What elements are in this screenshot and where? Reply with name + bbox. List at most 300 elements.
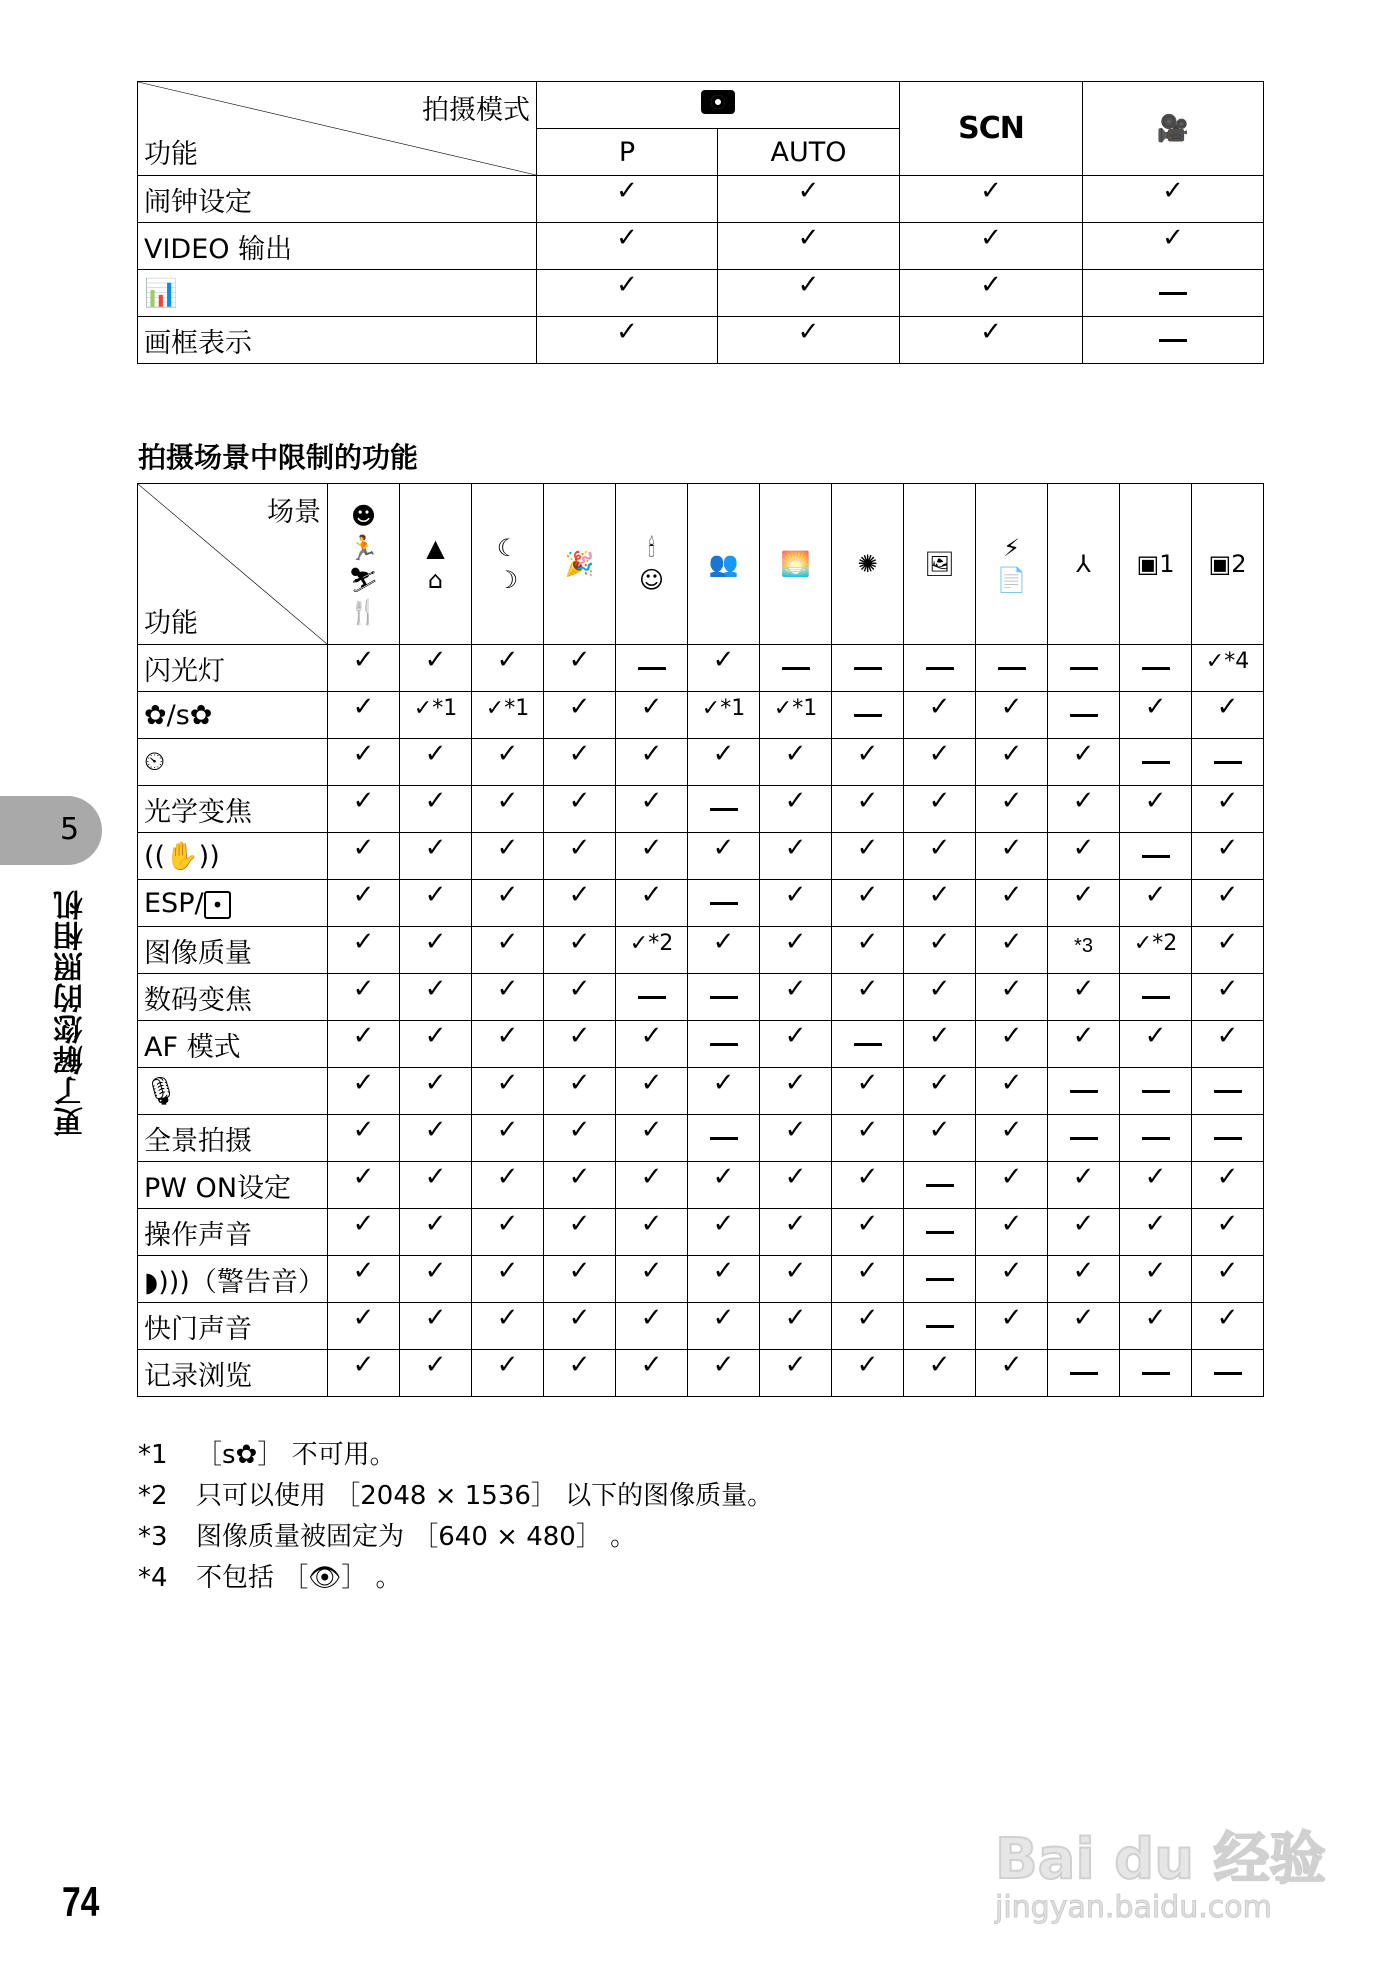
check-icon: ✓ (496, 739, 519, 769)
check-icon: ✓ (1216, 1021, 1239, 1051)
check-icon: ✓ (928, 833, 951, 863)
table-cell (904, 1021, 976, 1068)
row-label (138, 927, 328, 974)
row-label-text: 记录浏览 (144, 1360, 252, 1392)
check-icon: ✓ (352, 1068, 375, 1098)
check-icon: ✓ (568, 1162, 591, 1192)
table-cell (537, 223, 718, 270)
table-cell (976, 786, 1048, 833)
check-icon: ✓ (1072, 833, 1095, 863)
table-cell (904, 833, 976, 880)
microphone-row-label (138, 1068, 328, 1115)
table-cell (472, 786, 544, 833)
check-icon: ✓ (1216, 1256, 1239, 1286)
table-cell (904, 645, 976, 692)
table-cell (328, 692, 400, 739)
table-row (138, 1162, 1264, 1209)
fireworks-icon: ✺ (857, 550, 878, 578)
portrait-sport-landscape-cuisine-icon: 🏃 (348, 534, 379, 562)
movie-mode-header (1083, 82, 1264, 176)
table-cell (832, 1209, 904, 1256)
table-cell (904, 1350, 976, 1397)
not-available-dash (710, 1137, 738, 1140)
table-cell (832, 786, 904, 833)
table-cell (472, 1209, 544, 1256)
check-icon: ✓ (1144, 1162, 1167, 1192)
table-cell (328, 1021, 400, 1068)
check-icon: ✓ (352, 1209, 375, 1239)
check-icon: ✓ (980, 223, 1002, 253)
table-cell (616, 692, 688, 739)
check-icon: ✓ (1072, 1209, 1095, 1239)
histogram-row-label (138, 270, 537, 317)
candle-baby-icon: ☺ (638, 566, 665, 594)
table-cell (328, 1162, 400, 1209)
check-with-footnote: ✓*2 (1133, 931, 1178, 956)
not-available-dash (926, 1231, 954, 1234)
table-cell (400, 1068, 472, 1115)
check-icon: ✓ (352, 880, 375, 910)
not-available-dash (1214, 761, 1242, 764)
footnote-text: ［s✿］ 不可用。 (196, 1440, 396, 1470)
not-available-dash (854, 667, 882, 670)
check-icon: ✓ (856, 880, 879, 910)
not-available-dash (1070, 667, 1098, 670)
table-cell (688, 974, 760, 1021)
check-icon: ✓ (1000, 1256, 1023, 1286)
night-scene-icon: ☽ (496, 566, 519, 594)
table-cell (1048, 833, 1120, 880)
check-icon: ✓ (1072, 1162, 1095, 1192)
table-cell (760, 645, 832, 692)
table-cell (328, 833, 400, 880)
footnote-text: 只可以使用 ［2048 × 1536］ 以下的图像质量。 (196, 1481, 774, 1511)
check-icon: ✓ (856, 1256, 879, 1286)
row-label (138, 1021, 328, 1068)
table-cell (688, 1162, 760, 1209)
row-label-text: 图像质量 (144, 937, 252, 969)
table-cell (1192, 974, 1264, 1021)
check-icon: ✓ (1144, 692, 1167, 722)
scene-header (328, 484, 400, 645)
check-icon: ✓ (352, 692, 375, 722)
table-cell (544, 1350, 616, 1397)
check-icon: ✓ (712, 739, 735, 769)
check-icon: ✓ (928, 1350, 951, 1380)
check-icon: ✓ (352, 1256, 375, 1286)
check-icon: ✓ (928, 974, 951, 1004)
check-icon: ✓ (352, 786, 375, 816)
row-label (138, 974, 328, 1021)
macro-supermacro-row-label (138, 692, 328, 739)
not-available-dash (1142, 855, 1170, 858)
camera-mode-header (537, 82, 900, 129)
table-cell (1120, 880, 1192, 927)
table-cell (904, 880, 976, 927)
row-label-text: 数码变焦 (144, 984, 252, 1016)
table-cell (976, 974, 1048, 1021)
not-available-dash (1214, 1090, 1242, 1093)
table-cell (904, 927, 976, 974)
table-cell (472, 1021, 544, 1068)
table-cell (400, 786, 472, 833)
table-cell (688, 1256, 760, 1303)
not-available-dash (1142, 1137, 1170, 1140)
party-icon: 🎉 (564, 550, 595, 578)
table-cell (537, 270, 718, 317)
table-cell (1120, 1256, 1192, 1303)
movie-icon: 🎥 (1156, 113, 1190, 144)
table-cell (472, 1256, 544, 1303)
table-cell (616, 927, 688, 974)
table-cell (688, 880, 760, 927)
table-cell (400, 974, 472, 1021)
watermark-url: jingyan.baidu.com (995, 1890, 1272, 1925)
table-cell (760, 692, 832, 739)
footnote (138, 1475, 773, 1512)
table-row (138, 1256, 1264, 1303)
check-icon: ✓ (352, 974, 375, 1004)
table-cell (760, 739, 832, 786)
table-cell (688, 1350, 760, 1397)
table-cell (1083, 223, 1264, 270)
table-cell (688, 833, 760, 880)
check-icon: ✓ (496, 786, 519, 816)
table-cell (904, 1115, 976, 1162)
scene-header (1120, 484, 1192, 645)
sunset-icon: 🌅 (780, 550, 811, 578)
table-cell (472, 927, 544, 974)
table-cell (1192, 1209, 1264, 1256)
table-cell (1192, 833, 1264, 880)
table-row (138, 1350, 1264, 1397)
check-icon: ✓ (1072, 974, 1095, 1004)
check-icon: ✓ (784, 1162, 807, 1192)
table-cell (400, 1350, 472, 1397)
check-icon: ✓ (797, 223, 820, 253)
shoot-select-2-icon: ▣2 (1208, 550, 1247, 578)
chapter-number: 5 (60, 812, 80, 847)
table-row (138, 270, 1264, 317)
table-cell (976, 1303, 1048, 1350)
check-icon: ✓ (784, 880, 807, 910)
check-icon: ✓ (640, 1256, 663, 1286)
table-row (138, 786, 1264, 833)
portrait-sport-landscape-cuisine-icon: ☻ (350, 502, 377, 530)
table-cell (400, 1209, 472, 1256)
check-icon: ✓ (568, 739, 591, 769)
check-icon: ✓ (568, 1115, 591, 1145)
scene-header (400, 484, 472, 645)
table-cell (544, 833, 616, 880)
table-cell (616, 880, 688, 927)
table-cell (472, 1068, 544, 1115)
candle-baby-icon: 🕯 (648, 534, 655, 562)
table-cell (537, 317, 718, 364)
footnote (138, 1434, 396, 1471)
table-cell (1083, 270, 1264, 317)
check-icon: ✓ (352, 833, 375, 863)
check-icon: ✓ (1000, 927, 1023, 957)
table-cell (1192, 1303, 1264, 1350)
not-available-dash (710, 1043, 738, 1046)
table-cell (1120, 1209, 1192, 1256)
table-cell (328, 1256, 400, 1303)
table-cell (832, 927, 904, 974)
check-icon: ✓ (712, 1256, 735, 1286)
table-cell (1120, 1162, 1192, 1209)
check-icon: ✓ (568, 1021, 591, 1051)
table-cell (616, 974, 688, 1021)
auction-icon: ⅄ (1076, 550, 1091, 578)
table-cell (1048, 645, 1120, 692)
table-row (138, 223, 1264, 270)
check-icon: ✓ (856, 1162, 879, 1192)
row-label (138, 645, 328, 692)
table-cell (904, 692, 976, 739)
table-cell (328, 880, 400, 927)
check-icon: ✓ (980, 270, 1002, 300)
table-cell (760, 1115, 832, 1162)
table-cell (400, 1256, 472, 1303)
row-label-text: 快门声音 (144, 1313, 252, 1345)
scene-header (832, 484, 904, 645)
table-cell (832, 692, 904, 739)
table-row (138, 974, 1264, 1021)
check-icon: ✓ (1144, 1021, 1167, 1051)
table-cell (616, 1068, 688, 1115)
table-cell (400, 927, 472, 974)
check-icon: ✓ (424, 1068, 447, 1098)
table-cell (1192, 645, 1264, 692)
check-icon: ✓ (1000, 1162, 1023, 1192)
check-icon: ✓ (856, 1068, 879, 1098)
table-row (138, 317, 1264, 364)
scene-header (760, 484, 832, 645)
scene-header (688, 484, 760, 645)
check-icon: ✓ (352, 1021, 375, 1051)
corner-label-scene: 场景 (267, 497, 321, 528)
check-icon: ✓ (1144, 1256, 1167, 1286)
scene-header (544, 484, 616, 645)
table-cell (472, 692, 544, 739)
table-cell (400, 833, 472, 880)
not-available-dash (1142, 761, 1170, 764)
macro-supermacro-icon: ✿/s✿ (144, 699, 213, 731)
row-label-text: 闹钟设定 (144, 186, 252, 218)
check-icon: ✓ (712, 833, 735, 863)
table-cell (472, 1115, 544, 1162)
not-available-dash (1214, 1372, 1242, 1375)
check-icon: ✓ (568, 692, 591, 722)
table-cell (328, 1303, 400, 1350)
check-icon: ✓ (1162, 223, 1184, 253)
table-cell (1048, 1021, 1120, 1068)
check-icon: ✓ (640, 1115, 663, 1145)
check-icon: ✓ (424, 1021, 447, 1051)
check-icon: ✓ (496, 974, 519, 1004)
check-icon: ✓ (1000, 692, 1023, 722)
check-icon: ✓ (784, 1021, 807, 1051)
table-cell (544, 1209, 616, 1256)
table-cell (616, 833, 688, 880)
table-cell (1120, 645, 1192, 692)
self-timer-row-label (138, 739, 328, 786)
corner-label-function: 功能 (144, 608, 198, 639)
table-cell (400, 1162, 472, 1209)
check-icon: ✓ (928, 1021, 951, 1051)
table-cell (904, 1068, 976, 1115)
table-row (138, 1209, 1264, 1256)
check-icon: ✓ (424, 974, 447, 1004)
table-cell (718, 176, 900, 223)
table-cell (976, 1115, 1048, 1162)
chapter-title: 更了解您的照相机 (54, 889, 89, 1137)
group-icon: 👥 (708, 550, 739, 578)
scene-header (1048, 484, 1120, 645)
table-cell (1120, 1068, 1192, 1115)
row-label (138, 1209, 328, 1256)
not-available-dash (638, 667, 666, 670)
table-cell (400, 1021, 472, 1068)
not-available-dash (854, 714, 882, 717)
table-cell (688, 1068, 760, 1115)
table-cell (544, 1068, 616, 1115)
check-icon: ✓ (1216, 880, 1239, 910)
image-stabilizer-icon: ((✋)) (144, 841, 220, 872)
table-cell (760, 927, 832, 974)
table-cell (1048, 1115, 1120, 1162)
camera-icon (701, 90, 735, 114)
museum-icon: 🖼 (924, 550, 955, 578)
check-icon: ✓ (856, 974, 879, 1004)
check-icon: ✓ (712, 1303, 735, 1333)
table-cell (537, 176, 718, 223)
check-icon: ✓ (424, 927, 447, 957)
check-with-footnote: ✓*1 (701, 696, 746, 721)
check-icon: ✓ (616, 223, 638, 253)
table-cell (718, 317, 900, 364)
check-icon: ✓ (496, 1068, 519, 1098)
table-corner-header (138, 82, 537, 176)
table-cell (616, 1350, 688, 1397)
histogram-icon: 📊 (144, 278, 178, 309)
row-label (138, 317, 537, 364)
scene-header (1192, 484, 1264, 645)
check-icon: ✓ (784, 1256, 807, 1286)
table-cell (904, 739, 976, 786)
table-cell (688, 1209, 760, 1256)
table-cell (1120, 739, 1192, 786)
check-icon: ✓ (784, 1350, 807, 1380)
check-icon: ✓ (640, 739, 663, 769)
table-cell (616, 1162, 688, 1209)
not-available-dash (926, 1278, 954, 1281)
table-row (138, 739, 1264, 786)
check-icon: ✓ (1162, 176, 1184, 206)
check-icon: ✓ (1216, 974, 1239, 1004)
row-label-text: 光学变焦 (144, 796, 252, 828)
not-available-dash (1142, 1090, 1170, 1093)
table-cell (832, 1115, 904, 1162)
check-icon: ✓ (980, 317, 1002, 347)
table-cell (400, 692, 472, 739)
check-icon: ✓ (1000, 1209, 1023, 1239)
table-cell (1048, 1068, 1120, 1115)
table-cell (472, 1303, 544, 1350)
check-icon: ✓ (784, 786, 807, 816)
not-available-dash (926, 667, 954, 670)
check-icon: ✓ (568, 1303, 591, 1333)
check-icon: ✓ (1216, 1162, 1239, 1192)
not-available-dash (710, 996, 738, 999)
table-cell (904, 1256, 976, 1303)
table-cell (688, 1021, 760, 1068)
table-cell (328, 1115, 400, 1162)
check-icon: ✓ (568, 1068, 591, 1098)
table-cell (832, 974, 904, 1021)
check-icon: ✓ (784, 1209, 807, 1239)
table-cell (976, 1162, 1048, 1209)
spot-metering-icon: ESP/ (144, 887, 204, 919)
table-cell (976, 927, 1048, 974)
table-cell (976, 1256, 1048, 1303)
table-cell (976, 645, 1048, 692)
check-icon: ✓ (640, 692, 663, 722)
table-cell (1120, 833, 1192, 880)
landscape-icon: ⌂ (427, 566, 444, 594)
table-cell (1048, 1303, 1120, 1350)
behind-glass-document-icon: ⚡ (1003, 534, 1020, 562)
table-cell (760, 1303, 832, 1350)
table-cell (1048, 974, 1120, 1021)
check-icon: ✓ (1072, 1256, 1095, 1286)
corner-label-function: 功能 (144, 139, 198, 170)
table-cell (544, 1256, 616, 1303)
table-cell (1120, 1115, 1192, 1162)
not-available-dash (926, 1184, 954, 1187)
table-cell (976, 1068, 1048, 1115)
table-cell (976, 1209, 1048, 1256)
table-cell (472, 1350, 544, 1397)
check-icon: ✓ (784, 833, 807, 863)
table-cell (616, 786, 688, 833)
check-icon: ✓ (1216, 786, 1239, 816)
check-icon: ✓ (784, 1068, 807, 1098)
check-icon: ✓ (640, 1209, 663, 1239)
not-available-dash (1070, 714, 1098, 717)
row-label-text: AF 模式 (144, 1031, 241, 1063)
table-cell (544, 1021, 616, 1068)
table-cell (328, 1068, 400, 1115)
table-cell (760, 1068, 832, 1115)
spot-metering-box: • (204, 891, 232, 919)
table-cell (400, 1303, 472, 1350)
table-cell (544, 645, 616, 692)
not-available-dash (1142, 667, 1170, 670)
table-corner-header (138, 484, 328, 645)
table-cell (904, 1303, 976, 1350)
not-available-dash (926, 1325, 954, 1328)
check-icon: ✓ (424, 1350, 447, 1380)
table-cell (832, 645, 904, 692)
scene-header (904, 484, 976, 645)
image-stabilizer-row-label (138, 833, 328, 880)
check-icon: ✓ (856, 1209, 879, 1239)
table-cell (1048, 927, 1120, 974)
not-available-dash (854, 1043, 882, 1046)
table-cell (544, 1115, 616, 1162)
